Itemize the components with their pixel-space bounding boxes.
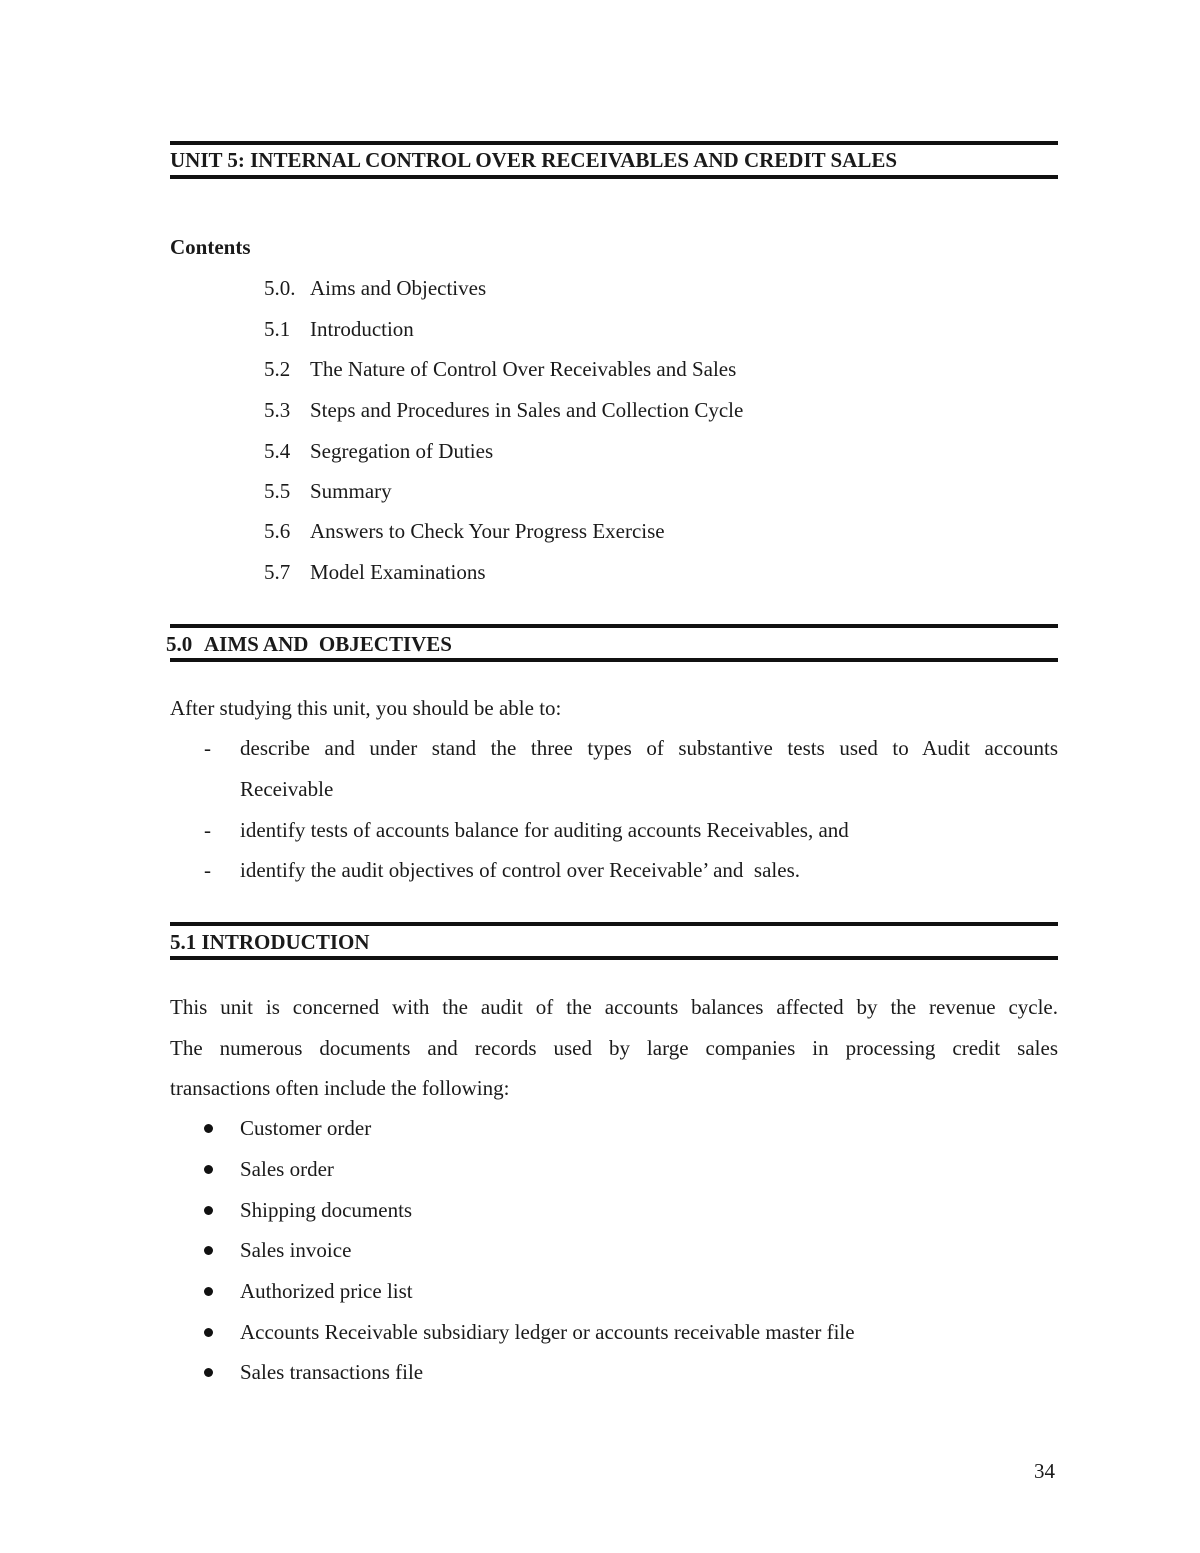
- list-item: Shipping documents: [240, 1198, 413, 1222]
- list-item: Sales transactions file: [240, 1360, 424, 1384]
- toc-entry: Aims and Objectives: [310, 276, 487, 300]
- toc-number: 5.3: [264, 398, 291, 422]
- list-dash: -: [204, 736, 211, 760]
- introduction-paragraph-line: The numerous documents and records used by large companies in processing credit sales: [170, 1036, 1058, 1060]
- bullet-icon: [204, 1287, 213, 1296]
- toc-number: 5.6: [264, 519, 291, 543]
- contents-label: Contents: [170, 235, 251, 259]
- toc-number: 5.4: [264, 439, 291, 463]
- toc-entry: Segregation of Duties: [310, 439, 494, 463]
- introduction-paragraph-line: This unit is concerned with the audit of the accounts balances affected by the revenue cycle.: [170, 995, 1058, 1019]
- aims-intro: After studying this unit, you should be able to:: [170, 696, 562, 720]
- aims-heading: AIMS AND OBJECTIVES: [204, 632, 452, 656]
- bullet-icon: [204, 1165, 213, 1174]
- toc-number: 5.5: [264, 479, 291, 503]
- toc-entry: Introduction: [310, 317, 414, 341]
- list-item: Sales order: [240, 1157, 334, 1181]
- list-item: Accounts Receivable subsidiary ledger or accounts receivable master file: [240, 1320, 855, 1344]
- toc-entry: Model Examinations: [310, 560, 486, 584]
- bullet-icon: [204, 1328, 213, 1337]
- aims-item: identify tests of accounts balance for auditing accounts Receivables, and: [240, 818, 849, 842]
- bullet-icon: [204, 1124, 213, 1133]
- toc-entry: The Nature of Control Over Receivables and Sales: [310, 357, 737, 381]
- toc-entry: Steps and Procedures in Sales and Collection Cycle: [310, 398, 744, 422]
- bullet-icon: [204, 1206, 213, 1215]
- aims-item: describe and under stand the three types of substantive tests used to Audit accounts: [240, 736, 1058, 760]
- list-dash: -: [204, 818, 211, 842]
- toc-entry: Summary: [310, 479, 392, 503]
- aims-item: identify the audit objectives of control over Receivable’ and sales.: [240, 858, 800, 882]
- toc-number: 5.1: [264, 317, 291, 341]
- page-number: 34: [1034, 1459, 1055, 1483]
- introduction-heading: 5.1 INTRODUCTION: [170, 930, 370, 954]
- list-item: Customer order: [240, 1116, 372, 1140]
- list-item: Authorized price list: [240, 1279, 413, 1303]
- toc-number: 5.0.: [264, 276, 296, 300]
- aims-section-number: 5.0: [166, 632, 193, 656]
- toc-entry: Answers to Check Your Progress Exercise: [310, 519, 665, 543]
- bullet-icon: [204, 1368, 213, 1377]
- toc-number: 5.7: [264, 560, 291, 584]
- toc-number: 5.2: [264, 357, 291, 381]
- aims-item-continued: Receivable: [240, 777, 334, 801]
- list-dash: -: [204, 858, 211, 882]
- list-item: Sales invoice: [240, 1238, 352, 1262]
- bullet-icon: [204, 1246, 213, 1255]
- introduction-paragraph-line: transactions often include the following:: [170, 1076, 510, 1100]
- unit-heading: UNIT 5: INTERNAL CONTROL OVER RECEIVABLES AND CREDIT SALES: [170, 148, 898, 172]
